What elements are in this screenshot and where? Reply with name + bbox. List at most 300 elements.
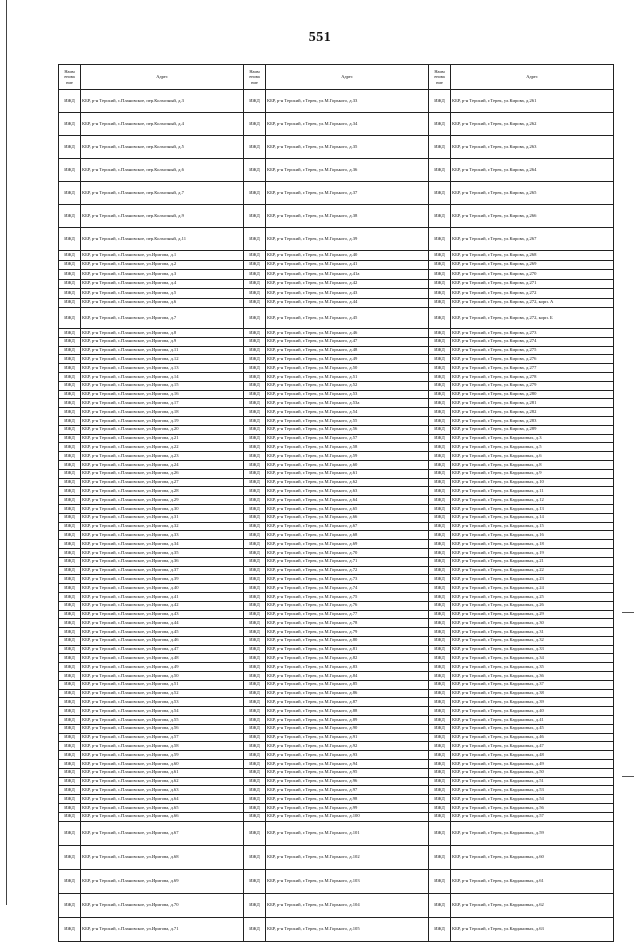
address-cell: КБР, р-н Терский, г.Терек, ул.М.Горького, д.74 <box>266 584 429 593</box>
table-row <box>59 557 614 566</box>
address-cell: КБР, р-н Терский, г.Терек, ул.М.Горького, д.62 <box>266 478 429 487</box>
address-cell: КБР, р-н Терский, г.Терек, ул.Кирова, д.282 <box>451 408 614 417</box>
table-row <box>59 270 614 280</box>
table-row <box>59 645 614 654</box>
address-cell: КБР, р-н Терский, г.Терек, ул.М.Горького, д.63 <box>266 487 429 496</box>
object-type-cell: ИЖД <box>59 270 81 280</box>
table-row <box>59 777 614 786</box>
table-row <box>59 601 614 610</box>
object-type-cell: ИЖД <box>244 337 266 346</box>
object-type-cell: ИЖД <box>429 390 451 399</box>
object-type-cell: ИЖД <box>244 601 266 610</box>
address-cell: КБР, р-н Терский, г.Терек, ул.М.Горького, д.64 <box>266 496 429 505</box>
object-type-cell: ИЖД <box>59 672 81 681</box>
address-cell: КБР, р-н Терский, с.Плановское, ул.Иригова, д.2 <box>81 260 244 270</box>
table-row <box>59 733 614 742</box>
object-type-cell: ИЖД <box>429 698 451 707</box>
table-row <box>59 707 614 716</box>
object-type-cell: ИЖД <box>429 548 451 557</box>
object-type-cell: ИЖД <box>429 724 451 733</box>
object-type-cell: ИЖД <box>244 113 266 136</box>
address-cell: КБР, р-н Терский, с.Плановское, ул.Иригова, д.23 <box>81 452 244 461</box>
table-row <box>59 308 614 329</box>
object-type-cell: ИЖД <box>244 812 266 821</box>
address-cell: КБР, р-н Терский, с.Плановское, ул.Иригова, д.32 <box>81 522 244 531</box>
object-type-cell: ИЖД <box>429 917 451 941</box>
address-cell: КБР, р-н Терский, с.Плановское, пер.Колхозный, д.11 <box>81 228 244 251</box>
address-cell: КБР, р-н Терский, г.Терек, ул.М.Горького, д.83 <box>266 663 429 672</box>
object-type-cell: ИЖД <box>244 399 266 408</box>
object-type-cell: ИЖД <box>244 513 266 522</box>
object-type-cell: ИЖД <box>59 689 81 698</box>
table-row <box>59 159 614 182</box>
object-type-cell: ИЖД <box>59 531 81 540</box>
address-cell: КБР, р-н Терский, г.Терек, ул.Кардановых, д.54 <box>451 795 614 804</box>
address-cell: КБР, р-н Терский, г.Терек, ул.М.Горького, д.48 <box>266 346 429 355</box>
table-row <box>59 298 614 308</box>
address-cell: КБР, р-н Терский, с.Плановское, ул.Иригова, д.26 <box>81 469 244 478</box>
object-type-cell: ИЖД <box>429 663 451 672</box>
table-row <box>59 260 614 270</box>
table-row <box>59 566 614 575</box>
address-cell: КБР, р-н Терский, г.Терек, ул.Кардановых, д.29 <box>451 610 614 619</box>
address-table <box>58 64 614 942</box>
address-cell: КБР, р-н Терский, г.Терек, ул.М.Горького, д.84 <box>266 672 429 681</box>
address-cell: КБР, р-н Терский, г.Терек, ул.Кардановых, д.47 <box>451 742 614 751</box>
object-type-cell: ИЖД <box>59 136 81 159</box>
object-type-cell: ИЖД <box>429 289 451 299</box>
object-type-cell: ИЖД <box>59 513 81 522</box>
address-cell: КБР, р-н Терский, г.Терек, ул.М.Горького, д.95 <box>266 768 429 777</box>
object-type-cell: ИЖД <box>244 663 266 672</box>
object-type-cell: ИЖД <box>429 742 451 751</box>
object-type-cell: ИЖД <box>429 364 451 373</box>
address-cell: КБР, р-н Терский, г.Терек, ул.Кардановых, д.30 <box>451 619 614 628</box>
object-type-cell: ИЖД <box>244 260 266 270</box>
address-cell: КБР, р-н Терский, с.Плановское, ул.Иригова, д.11 <box>81 346 244 355</box>
object-type-cell: ИЖД <box>59 346 81 355</box>
address-cell: КБР, р-н Терский, г.Терек, ул.М.Горького, д.68 <box>266 531 429 540</box>
address-cell: КБР, р-н Терский, г.Терек, ул.Кардановых, д.59 <box>451 821 614 845</box>
object-type-cell: ИЖД <box>429 566 451 575</box>
address-cell: КБР, р-н Терский, с.Плановское, пер.Колхозный, д.4 <box>81 113 244 136</box>
object-type-cell: ИЖД <box>429 619 451 628</box>
table-row <box>59 786 614 795</box>
address-cell: КБР, р-н Терский, г.Терек, ул.М.Горького, д.105 <box>266 917 429 941</box>
address-cell: КБР, р-н Терский, г.Терек, ул.М.Горького, д.87 <box>266 698 429 707</box>
object-type-cell: ИЖД <box>429 751 451 760</box>
object-type-cell: ИЖД <box>244 469 266 478</box>
address-cell: КБР, р-н Терский, с.Плановское, ул.Иригова, д.63 <box>81 786 244 795</box>
object-type-cell: ИЖД <box>429 689 451 698</box>
address-cell: КБР, р-н Терский, г.Терек, ул.М.Горького, д.51 <box>266 372 429 381</box>
table-row <box>59 228 614 251</box>
address-cell: КБР, р-н Терский, г.Терек, ул.Кардановых, д.14 <box>451 513 614 522</box>
object-type-cell: ИЖД <box>429 821 451 845</box>
address-cell: КБР, р-н Терский, г.Терек, ул.Кирова, д.264 <box>451 159 614 182</box>
address-cell: КБР, р-н Терский, г.Терек, ул.М.Горького, д.100 <box>266 812 429 821</box>
address-cell: КБР, р-н Терский, г.Терек, ул.Кирова, д.272, корп. Б <box>451 308 614 329</box>
object-type-cell: ИЖД <box>429 768 451 777</box>
object-type-cell: ИЖД <box>244 869 266 893</box>
address-cell: КБР, р-н Терский, г.Терек, ул.Кардановых, д.36 <box>451 672 614 681</box>
object-type-cell: ИЖД <box>429 645 451 654</box>
object-type-cell: ИЖД <box>59 804 81 813</box>
address-cell: КБР, р-н Терский, г.Терек, ул.М.Горького, д.73 <box>266 575 429 584</box>
address-cell: КБР, р-н Терский, с.Плановское, ул.Иригова, д.6 <box>81 298 244 308</box>
object-type-cell: ИЖД <box>59 768 81 777</box>
object-type-cell: ИЖД <box>429 90 451 113</box>
address-cell: КБР, р-н Терский, с.Плановское, ул.Иригова, д.50 <box>81 672 244 681</box>
address-cell: КБР, р-н Терский, г.Терек, ул.М.Горького, д.59 <box>266 452 429 461</box>
address-cell: КБР, р-н Терский, с.Плановское, ул.Иригова, д.39 <box>81 575 244 584</box>
address-cell: КБР, р-н Терский, г.Терек, ул.Кирова, д.266 <box>451 205 614 228</box>
object-type-cell: ИЖД <box>59 159 81 182</box>
object-type-cell: ИЖД <box>59 460 81 469</box>
object-type-cell: ИЖД <box>244 443 266 452</box>
object-type-cell: ИЖД <box>59 416 81 425</box>
address-cell: КБР, р-н Терский, г.Терек, ул.Кирова, д.275 <box>451 346 614 355</box>
address-cell: КБР, р-н Терский, г.Терек, ул.М.Горького, д.67 <box>266 522 429 531</box>
address-cell: КБР, р-н Терский, г.Терек, ул.М.Горького, д.86 <box>266 689 429 698</box>
table-row <box>59 663 614 672</box>
address-cell: КБР, р-н Терский, г.Терек, ул.Кардановых, д.35 <box>451 663 614 672</box>
address-cell: КБР, р-н Терский, г.Терек, ул.М.Горького, д.81 <box>266 645 429 654</box>
address-cell: КБР, р-н Терский, г.Терек, ул.М.Горького, д.99 <box>266 804 429 813</box>
object-type-cell: ИЖД <box>244 619 266 628</box>
object-type-cell: ИЖД <box>244 845 266 869</box>
table-row <box>59 329 614 338</box>
address-cell: КБР, р-н Терский, г.Терек, ул.Кардановых, д.21 <box>451 557 614 566</box>
object-type-cell: ИЖД <box>59 337 81 346</box>
object-type-cell: ИЖД <box>59 786 81 795</box>
object-type-cell: ИЖД <box>59 663 81 672</box>
object-type-cell: ИЖД <box>244 672 266 681</box>
object-type-cell: ИЖД <box>429 136 451 159</box>
address-cell: КБР, р-н Терский, с.Плановское, ул.Иригова, д.8 <box>81 329 244 338</box>
table-row <box>59 619 614 628</box>
address-cell: КБР, р-н Терский, г.Терек, ул.М.Горького, д.60 <box>266 460 429 469</box>
address-cell: КБР, р-н Терский, г.Терек, ул.Кардановых, д.10 <box>451 478 614 487</box>
object-type-cell: ИЖД <box>244 689 266 698</box>
address-cell: КБР, р-н Терский, г.Терек, ул.М.Горького, д.50 <box>266 364 429 373</box>
table-row <box>59 416 614 425</box>
table-row <box>59 680 614 689</box>
margin-line <box>6 0 7 905</box>
object-type-cell: ИЖД <box>244 251 266 261</box>
object-type-cell: ИЖД <box>244 548 266 557</box>
object-type-cell: ИЖД <box>59 645 81 654</box>
address-cell: КБР, р-н Терский, г.Терек, ул.Кирова, д.281 <box>451 399 614 408</box>
object-type-cell: ИЖД <box>244 610 266 619</box>
object-type-cell: ИЖД <box>429 355 451 364</box>
address-cell: КБР, р-н Терский, г.Терек, ул.Кирова, д.273 <box>451 329 614 338</box>
address-cell: КБР, р-н Терский, г.Терек, ул.Кардановых, д.22 <box>451 566 614 575</box>
object-type-cell: ИЖД <box>244 707 266 716</box>
table-row <box>59 845 614 869</box>
object-type-cell: ИЖД <box>59 636 81 645</box>
address-cell: КБР, р-н Терский, г.Терек, ул.Кардановых, д.37 <box>451 680 614 689</box>
object-type-cell: ИЖД <box>244 270 266 280</box>
object-type-cell: ИЖД <box>244 768 266 777</box>
address-cell: КБР, р-н Терский, с.Плановское, ул.Иригова, д.31 <box>81 513 244 522</box>
table-row <box>59 390 614 399</box>
address-cell: КБР, р-н Терский, г.Терек, ул.Кардановых, д.60 <box>451 845 614 869</box>
object-type-cell: ИЖД <box>59 557 81 566</box>
object-type-cell: ИЖД <box>59 707 81 716</box>
table-row <box>59 504 614 513</box>
address-cell: КБР, р-н Терский, г.Терек, ул.Кардановых, д.50 <box>451 768 614 777</box>
object-type-cell: ИЖД <box>429 893 451 917</box>
address-cell: КБР, р-н Терский, г.Терек, ул.Кирова, д.283 <box>451 416 614 425</box>
object-type-cell: ИЖД <box>59 469 81 478</box>
table-row <box>59 496 614 505</box>
table-row <box>59 522 614 531</box>
object-type-cell: ИЖД <box>244 531 266 540</box>
address-cell: КБР, р-н Терский, г.Терек, ул.М.Горького, д.53 <box>266 390 429 399</box>
object-type-cell: ИЖД <box>59 548 81 557</box>
object-type-cell: ИЖД <box>59 443 81 452</box>
address-cell: КБР, р-н Терский, с.Плановское, ул.Иригова, д.42 <box>81 601 244 610</box>
address-cell: КБР, р-н Терский, с.Плановское, ул.Иригова, д.17 <box>81 399 244 408</box>
address-cell: КБР, р-н Терский, г.Терек, ул.Кардановых, д.18 <box>451 540 614 549</box>
address-cell: КБР, р-н Терский, г.Терек, ул.М.Горького, д.39 <box>266 228 429 251</box>
address-cell: КБР, р-н Терский, г.Терек, ул.Кирова, д.267 <box>451 228 614 251</box>
column-header: Адрес <box>81 65 244 90</box>
object-type-cell: ИЖД <box>244 364 266 373</box>
table-row <box>59 917 614 941</box>
address-cell: КБР, р-н Терский, г.Терек, ул.Кирова, д.270 <box>451 270 614 280</box>
table-row <box>59 760 614 769</box>
address-cell: КБР, р-н Терский, г.Терек, ул.М.Горького, д.102 <box>266 845 429 869</box>
page-number: 551 <box>308 30 332 45</box>
object-type-cell: ИЖД <box>59 628 81 637</box>
object-type-cell: ИЖД <box>244 460 266 469</box>
object-type-cell: ИЖД <box>59 540 81 549</box>
object-type-cell: ИЖД <box>244 786 266 795</box>
object-type-cell: ИЖД <box>59 522 81 531</box>
address-cell: КБР, р-н Терский, г.Терек, ул.М.Горького, д.65 <box>266 504 429 513</box>
table-row <box>59 540 614 549</box>
object-type-cell: ИЖД <box>244 575 266 584</box>
object-type-cell: ИЖД <box>244 566 266 575</box>
address-cell: КБР, р-н Терский, г.Терек, ул.Кардановых, д.32 <box>451 636 614 645</box>
address-cell: КБР, р-н Терский, г.Терек, ул.Кардановых, д.40 <box>451 707 614 716</box>
address-cell: КБР, р-н Терский, г.Терек, ул.М.Горького, д.103 <box>266 869 429 893</box>
object-type-cell: ИЖД <box>429 610 451 619</box>
object-type-cell: ИЖД <box>244 584 266 593</box>
address-cell: КБР, р-н Терский, г.Терек, ул.Кардановых, д.15 <box>451 522 614 531</box>
address-cell: КБР, р-н Терский, с.Плановское, ул.Иригова, д.43 <box>81 610 244 619</box>
object-type-cell: ИЖД <box>59 425 81 434</box>
object-type-cell: ИЖД <box>244 804 266 813</box>
address-cell: КБР, р-н Терский, с.Плановское, ул.Иригова, д.67 <box>81 821 244 845</box>
table-row <box>59 399 614 408</box>
object-type-cell: ИЖД <box>59 90 81 113</box>
address-cell: КБР, р-н Терский, с.Плановское, ул.Иригова, д.16 <box>81 390 244 399</box>
address-cell: КБР, р-н Терский, г.Терек, ул.Кардановых, д.49 <box>451 760 614 769</box>
object-type-cell: ИЖД <box>244 751 266 760</box>
table-row <box>59 487 614 496</box>
address-cell: КБР, р-н Терский, с.Плановское, пер.Колхозный, д.7 <box>81 182 244 205</box>
address-cell: КБР, р-н Терский, г.Терек, ул.М.Горького, д.41а <box>266 270 429 280</box>
object-type-cell: ИЖД <box>429 182 451 205</box>
address-cell: КБР, р-н Терский, с.Плановское, ул.Иригова, д.40 <box>81 584 244 593</box>
table-row <box>59 804 614 813</box>
object-type-cell: ИЖД <box>429 496 451 505</box>
address-cell: КБР, р-н Терский, с.Плановское, ул.Иригова, д.30 <box>81 504 244 513</box>
table-row <box>59 610 614 619</box>
object-type-cell: ИЖД <box>429 557 451 566</box>
object-type-cell: ИЖД <box>429 628 451 637</box>
table-row <box>59 751 614 760</box>
address-cell: КБР, р-н Терский, с.Плановское, ул.Иригова, д.64 <box>81 795 244 804</box>
address-cell: КБР, р-н Терский, г.Терек, ул.М.Горького, д.58 <box>266 443 429 452</box>
address-cell: КБР, р-н Терский, г.Терек, ул.Кардановых, д.26 <box>451 601 614 610</box>
address-cell: КБР, р-н Терский, с.Плановское, ул.Иригова, д.7 <box>81 308 244 329</box>
object-type-cell: ИЖД <box>429 469 451 478</box>
object-type-cell: ИЖД <box>429 329 451 338</box>
object-type-cell: ИЖД <box>244 540 266 549</box>
table-row <box>59 628 614 637</box>
object-type-cell: ИЖД <box>244 289 266 299</box>
address-cell: КБР, р-н Терский, с.Плановское, ул.Иригова, д.1 <box>81 251 244 261</box>
address-cell: КБР, р-н Терский, с.Плановское, ул.Иригова, д.24 <box>81 460 244 469</box>
object-type-cell: ИЖД <box>244 522 266 531</box>
object-type-cell: ИЖД <box>429 308 451 329</box>
address-cell: КБР, р-н Терский, г.Терек, ул.Кардановых, д.39 <box>451 698 614 707</box>
address-cell: КБР, р-н Терский, г.Терек, ул.Кардановых, д.25 <box>451 592 614 601</box>
address-cell: КБР, р-н Терский, г.Терек, ул.М.Горького, д.56 <box>266 425 429 434</box>
address-cell: КБР, р-н Терский, с.Плановское, ул.Иригова, д.33 <box>81 531 244 540</box>
object-type-cell: ИЖД <box>244 372 266 381</box>
object-type-cell: ИЖД <box>244 381 266 390</box>
object-type-cell: ИЖД <box>429 795 451 804</box>
address-cell: КБР, р-н Терский, г.Терек, ул.М.Горького, д.97 <box>266 786 429 795</box>
address-cell: КБР, р-н Терский, г.Терек, ул.Кардановых, д.45 <box>451 724 614 733</box>
address-cell: КБР, р-н Терский, г.Терек, ул.Кардановых, д.13 <box>451 504 614 513</box>
object-type-cell: ИЖД <box>59 113 81 136</box>
address-cell: КБР, р-н Терский, г.Терек, ул.М.Горького, д.33 <box>266 90 429 113</box>
table-row <box>59 893 614 917</box>
address-cell: КБР, р-н Терский, г.Терек, ул.Кирова, д.289 <box>451 425 614 434</box>
address-cell: КБР, р-н Терский, с.Плановское, ул.Иригова, д.3 <box>81 270 244 280</box>
object-type-cell: ИЖД <box>59 390 81 399</box>
object-type-cell: ИЖД <box>429 298 451 308</box>
address-cell: КБР, р-н Терский, с.Плановское, ул.Иригова, д.14 <box>81 372 244 381</box>
address-cell: КБР, р-н Терский, г.Терек, ул.Кардановых, д.12 <box>451 496 614 505</box>
object-type-cell: ИЖД <box>429 869 451 893</box>
address-cell: КБР, р-н Терский, с.Плановское, пер.Колхозный, д.5 <box>81 136 244 159</box>
object-type-cell: ИЖД <box>244 698 266 707</box>
object-type-cell: ИЖД <box>59 724 81 733</box>
object-type-cell: ИЖД <box>244 298 266 308</box>
address-cell: КБР, р-н Терский, с.Плановское, ул.Иригова, д.15 <box>81 381 244 390</box>
table-row <box>59 724 614 733</box>
address-cell: КБР, р-н Терский, г.Терек, ул.Кардановых, д.6 <box>451 452 614 461</box>
address-cell: КБР, р-н Терский, с.Плановское, ул.Иригова, д.46 <box>81 636 244 645</box>
table-row <box>59 452 614 461</box>
object-type-cell: ИЖД <box>429 270 451 280</box>
address-cell: КБР, р-н Терский, г.Терек, ул.М.Горького, д.34 <box>266 113 429 136</box>
address-cell: КБР, р-н Терский, с.Плановское, ул.Иригова, д.70 <box>81 893 244 917</box>
object-type-cell: ИЖД <box>59 680 81 689</box>
address-cell: КБР, р-н Терский, г.Терек, ул.Кирова, д.269 <box>451 260 614 270</box>
address-cell: КБР, р-н Терский, с.Плановское, ул.Иригова, д.9 <box>81 337 244 346</box>
object-type-cell: ИЖД <box>244 917 266 941</box>
object-type-cell: ИЖД <box>59 575 81 584</box>
address-cell: КБР, р-н Терский, г.Терек, ул.Кардановых, д.5 <box>451 443 614 452</box>
address-cell: КБР, р-н Терский, г.Терек, ул.М.Горького, д.40 <box>266 251 429 261</box>
address-cell: КБР, р-н Терский, с.Плановское, ул.Иригова, д.36 <box>81 557 244 566</box>
object-type-cell: ИЖД <box>429 478 451 487</box>
address-cell: КБР, р-н Терский, с.Плановское, ул.Иригова, д.47 <box>81 645 244 654</box>
object-type-cell: ИЖД <box>59 452 81 461</box>
object-type-cell: ИЖД <box>429 113 451 136</box>
object-type-cell: ИЖД <box>244 329 266 338</box>
address-cell: КБР, р-н Терский, г.Терек, ул.М.Горького, д.37 <box>266 182 429 205</box>
object-type-cell: ИЖД <box>244 557 266 566</box>
address-cell: КБР, р-н Терский, г.Терек, ул.М.Горького, д.55 <box>266 416 429 425</box>
object-type-cell: ИЖД <box>244 777 266 786</box>
object-type-cell: ИЖД <box>429 434 451 443</box>
address-cell: КБР, р-н Терский, г.Терек, ул.М.Горького, д.46 <box>266 329 429 338</box>
object-type-cell: ИЖД <box>429 443 451 452</box>
object-type-cell: ИЖД <box>244 636 266 645</box>
object-type-cell: ИЖД <box>429 460 451 469</box>
address-cell: КБР, р-н Терский, с.Плановское, ул.Иригова, д.34 <box>81 540 244 549</box>
address-cell: КБР, р-н Терский, г.Терек, ул.Кардановых, д.41 <box>451 716 614 725</box>
object-type-cell: ИЖД <box>59 742 81 751</box>
object-type-cell: ИЖД <box>429 408 451 417</box>
object-type-cell: ИЖД <box>59 329 81 338</box>
address-cell: КБР, р-н Терский, г.Терек, ул.Кирова, д.263 <box>451 136 614 159</box>
address-cell: КБР, р-н Терский, г.Терек, ул.Кардановых, д.56 <box>451 804 614 813</box>
address-cell: КБР, р-н Терский, г.Терек, ул.М.Горького, д.41 <box>266 260 429 270</box>
table-row <box>59 654 614 663</box>
object-type-cell: ИЖД <box>59 251 81 261</box>
object-type-cell: ИЖД <box>59 698 81 707</box>
address-cell: КБР, р-н Терский, г.Терек, ул.Кирова, д.272 <box>451 289 614 299</box>
object-type-cell: ИЖД <box>429 452 451 461</box>
table-row <box>59 434 614 443</box>
table-row <box>59 469 614 478</box>
table-row <box>59 372 614 381</box>
address-cell: КБР, р-н Терский, с.Плановское, ул.Иригова, д.49 <box>81 663 244 672</box>
address-cell: КБР, р-н Терский, с.Плановское, пер.Колхозный, д.9 <box>81 205 244 228</box>
object-type-cell: ИЖД <box>244 228 266 251</box>
address-cell: КБР, р-н Терский, г.Терек, ул.Кирова, д.261 <box>451 90 614 113</box>
object-type-cell: ИЖД <box>429 707 451 716</box>
object-type-cell: ИЖД <box>59 751 81 760</box>
object-type-cell: ИЖД <box>244 308 266 329</box>
table-row <box>59 90 614 113</box>
address-cell: КБР, р-н Терский, г.Терек, ул.М.Горького, д.98 <box>266 795 429 804</box>
address-cell: КБР, р-н Терский, г.Терек, ул.М.Горького, д.38 <box>266 205 429 228</box>
address-cell: КБР, р-н Терский, с.Плановское, ул.Иригова, д.55 <box>81 716 244 725</box>
table-row <box>59 289 614 299</box>
object-type-cell: ИЖД <box>244 733 266 742</box>
object-type-cell: ИЖД <box>429 786 451 795</box>
object-type-cell: ИЖД <box>429 399 451 408</box>
address-cell: КБР, р-н Терский, г.Терек, ул.М.Горького, д.47 <box>266 337 429 346</box>
address-cell: КБР, р-н Терский, г.Терек, ул.М.Горького, д.76 <box>266 601 429 610</box>
object-type-cell: ИЖД <box>59 654 81 663</box>
address-cell: КБР, р-н Терский, г.Терек, ул.М.Горького, д.44 <box>266 298 429 308</box>
address-cell: КБР, р-н Терский, с.Плановское, пер.Колхозный, д.6 <box>81 159 244 182</box>
table-row <box>59 355 614 364</box>
address-cell: КБР, р-н Терский, г.Терек, ул.Кардановых, д.48 <box>451 751 614 760</box>
